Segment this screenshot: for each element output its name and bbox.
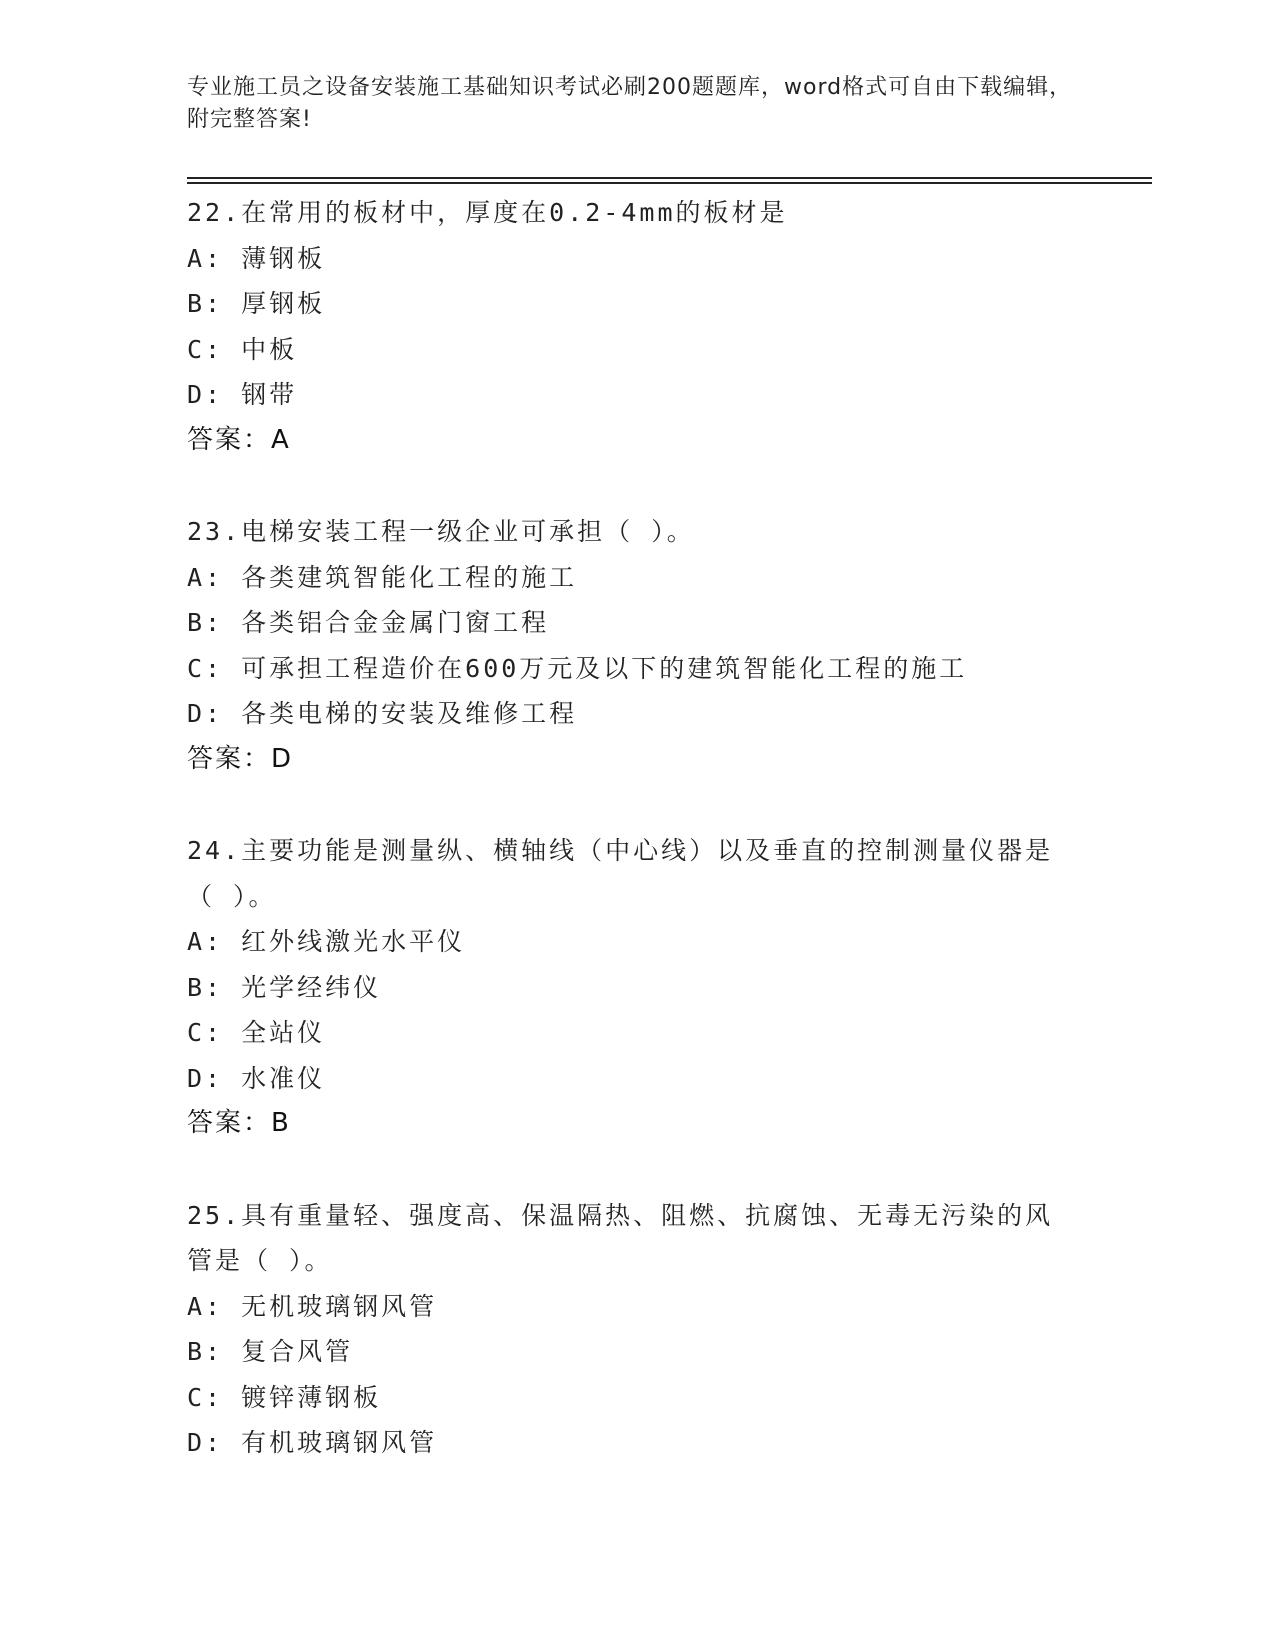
option-d: D: 有机玻璃钢风管: [187, 1428, 438, 1457]
option-b: B: 各类铝合金金属门窗工程: [187, 608, 550, 637]
question-list: [187, 190, 1147, 1512]
question-25: [187, 1193, 1147, 1466]
option-c: C: 中板: [187, 334, 298, 364]
option-a: A: 无机玻璃钢风管: [187, 1291, 438, 1321]
option-c: C: 可承担工程造价在600万元及以下的建筑智能化工程的施工: [187, 653, 968, 683]
option-d: D: 水准仪: [187, 1063, 326, 1093]
option-a: A: 各类建筑智能化工程的施工: [187, 562, 578, 592]
header-divider-top: [187, 177, 1152, 179]
option-d: D: 各类电梯的安装及维修工程: [187, 699, 578, 728]
document-intro: 专业施工员之设备安装施工基础知识考试必刷200题题库，word格式可自由下载编辑，附完整答案!: [187, 75, 1073, 132]
question-23: [187, 509, 1147, 782]
option-a: A: 红外线激光水平仪: [187, 927, 466, 956]
option-a: A: 薄钢板: [187, 243, 326, 273]
answer-label: 答案：B: [187, 1108, 291, 1138]
question-text: 25.具有重量轻、强度高、保温隔热、阻燃、抗腐蚀、无毒无污染的风管是（ ）。: [187, 1200, 1054, 1275]
answer-label: 答案：A: [187, 424, 291, 455]
answer-label: 答案：D: [187, 743, 294, 774]
option-b: B: 光学经纬仪: [187, 972, 382, 1002]
question-text: 23.电梯安装工程一级企业可承担（ ）。: [187, 517, 695, 546]
option-c: C: 镀锌薄钢板: [187, 1382, 382, 1412]
option-c: C: 全站仪: [187, 1018, 326, 1047]
option-b: B: 复合风管: [187, 1337, 354, 1366]
question-text: 22.在常用的板材中，厚度在0.2-4mm的板材是: [187, 198, 788, 227]
question-24: [187, 828, 1147, 1147]
header-divider-bottom: [187, 182, 1152, 184]
question-text: 24.主要功能是测量纵、横轴线（中心线）以及垂直的控制测量仪器是（ ）。: [187, 836, 1054, 911]
question-22: [187, 190, 1147, 463]
option-b: B: 厚钢板: [187, 289, 326, 318]
option-d: D: 钢带: [187, 380, 298, 409]
